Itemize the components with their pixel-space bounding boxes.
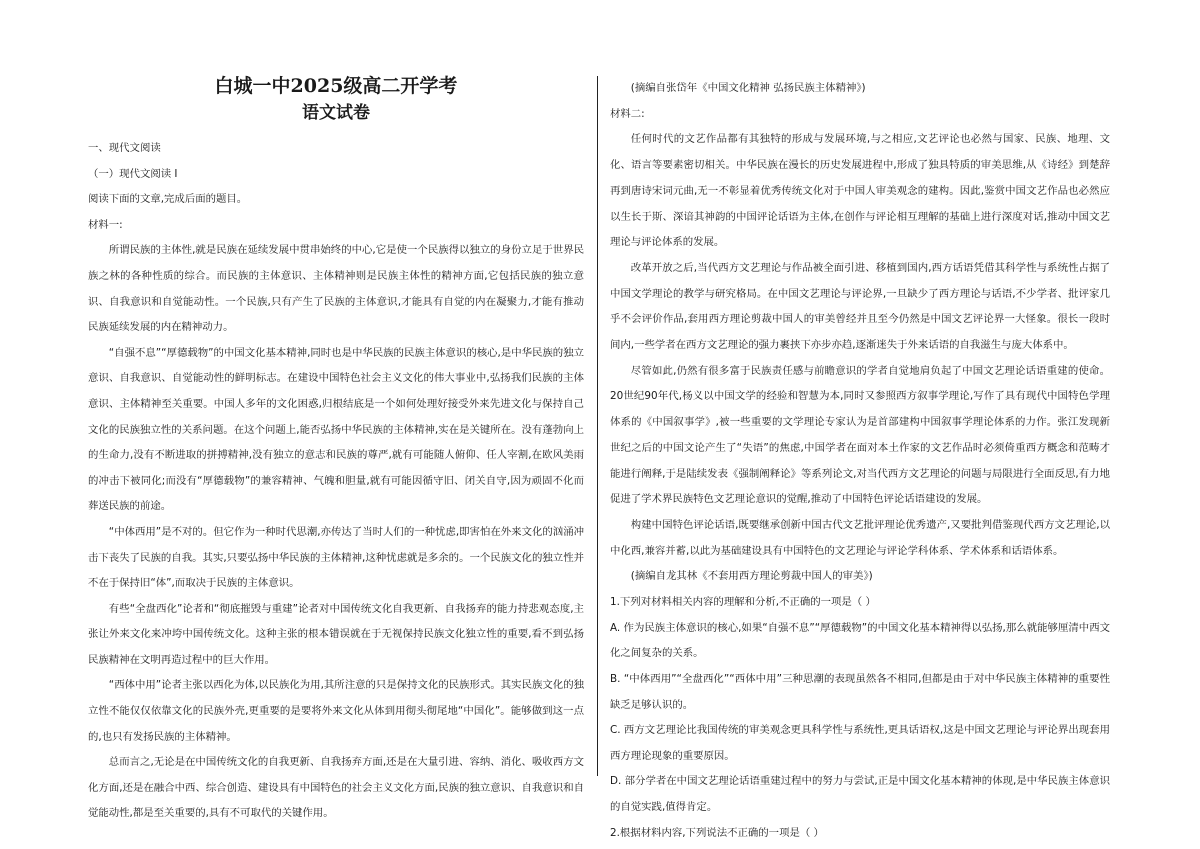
material1-paragraph: “西体中用”论者主张以西化为体,以民族化为用,其所注意的只是保持文化的民族形式。其实民族文化的独立性不能仅仅依靠文化的民族外壳,更重要的是要将外来文化从体到用彻头彻尾地“中国化”。能够做到这一点的,也只有发扬民族的主体精神。 [88,679,584,743]
material1-paragraph: “自强不息”“厚德载物”的中国文化基本精神,同时也是中华民族的民族主体意识的核心,是中华民族的独立意识、自我意识、自觉能动性的鲜明标志。在建设中国特色社会主义文化的伟大事业中,弘扬我们民族的主体意识、主体精神至关重要。中国人多年的文化困惑,归根结底是一个如何处理好接受外来先进文化与保持自己文化的民族独立性的关系问题。在这个问题上,能否弘扬中华民族的主体精神,实在是关键所在。没有蓬勃向上的生命力,没有不断进取的拼搏精神,没有独立的意志和民族的尊严,就有可能随人俯仰、任人宰割,在欧风美雨的冲击下被同化;而没有“厚德载物”的兼容精神、气魄和胆量,就有可能因循守旧、闭关自守,因为顽固不化而葬送民族的前途。 [88,346,584,513]
right-column [610,76,1110,846]
exam-title: 白城一中2025级高二开学考 [214,75,458,97]
column-divider [597,76,598,776]
material2-paragraph: 尽管如此,仍然有很多富于民族责任感与前瞻意识的学者自觉地肩负起了中国文艺理论话语重建的使命。20世纪90年代,杨义以中国文学的经验和智慧为本,同时又参照西方叙事学理论,写作了具有现代中国特色学理体系的《中国叙事学》,被一些重要的文学理论专家认为是首部建构中国叙事学理论体系的力作。张江发现新世纪之后的中国文论产生了“失语”的焦虑,中国学者在面对本土作家的文艺作品时必须倚重西方概念和范畴才能进行阐释,于是陆续发表《强制阐释论》等系列论文,对当代西方文艺理论的问题与局限进行全面反思,有力地促进了学术界民族特色文艺理论意识的觉醒,推动了中国特色评论话语建设的发展。 [610,364,1110,506]
material2-paragraph: 任何时代的文艺作品都有其独特的形成与发展环境,与之相应,文艺评论也必然与国家、民族、地理、文化、语言等要素密切相关。中华民族在漫长的历史发展进程中,形成了独具特质的审美思维,从《诗经》到楚辞再到唐诗宋词元曲,无一不彰显着优秀传统文化对于中国人审美观念的建构。因此,鉴赏中国文艺作品也必然应以生长于斯、深谙其神韵的中国评论话语为主体,在创作与评论相互理解的基础上进行深度对话,推动中国文艺理论与评论体系的发展。 [610,133,1110,249]
material1-label: 材料一: [88,218,123,231]
material1-paragraph: 有些“全盘西化”论者和“彻底摧毁与重建”论者对中国传统文化自我更新、自我扬弃的能力持悲观态度,主张让外来文化来冲垮中国传统文化。这种主张的根本错误就在于无视保持民族文化独立性的重要,看不到弘扬民族精神在文明再造过程中的巨大作用。 [88,602,584,666]
question-1-option-a: A. 作为民族主体意识的核心,如果“自强不息”“厚德载物”的中国文化基本精神得以弘扬,那么就能够厘清中西文化之间复杂的关系。 [610,621,1110,660]
left-column [88,64,584,827]
question-1-option-b: B. “中体西用”“全盘西化”“西体中用”三种思潮的表现虽然各不相同,但都是由于对中华民族主体精神的重要性缺乏足够认识的。 [610,672,1110,711]
material2-paragraph: 构建中国特色评论话语,既要继承创新中国古代文艺批评理论优秀遗产,又要批判借鉴现代西方文艺理论,以中化西,兼容并蓄,以此为基础建设具有中国特色的文艺理论与评论学科体系、学术体系和话语体系。 [610,518,1110,557]
material1-paragraph: 所谓民族的主体性,就是民族在延续发展中贯串始终的中心,它是使一个民族得以独立的身份立足于世界民族之林的各种性质的综合。而民族的主体意识、主体精神则是民族主体性的精神方面,它包括民族的独立意识、自我意识和自觉能动性。一个民族,只有产生了民族的主体意识,才能具有自觉的内在凝聚力,才能有推动民族延续发展的内在精神动力。 [88,244,584,334]
instruction: 阅读下面的文章,完成后面的题目。 [88,193,248,206]
exam-subtitle: 语文试卷 [302,103,370,123]
question-1-option-d: D. 部分学者在中国文艺理论话语重建过程中的努力与尝试,正是中国文化基本精神的体现,是中华民族主体意识的自觉实践,值得肯定。 [610,775,1110,813]
material1-paragraph: “中体西用”是不对的。但它作为一种时代思潮,亦传达了当时人们的一种忧虑,即害怕在外来文化的汹涌冲击下丧失了民族的自我。其实,只要弘扬中华民族的主体精神,这种忧虑就是多余的。一个民族文化的独立性并不在于保持旧“体”,而取决于民族的主体意识。 [88,525,584,590]
question-2: 2.根据材料内容,下列说法不正确的一项是（ ） [610,826,824,839]
subsection-heading: （一）现代文阅读 I [88,167,178,180]
question-1-option-c: C. 西方文艺理论比我国传统的审美观念更具科学性与系统性,更具话语权,这是中国文艺理论与评论界出现套用西方理论现象的重要原因。 [610,724,1110,762]
material2-label: 材料二: [610,107,645,120]
material1-paragraph: 总而言之,无论是在中国传统文化的自我更新、自我扬弃方面,还是在大量引进、容纳、消化、吸收西方文化方面,还是在融合中西、综合创造、建设具有中国特色的社会主义文化方面,民族的独立意识、自我意识和自觉能动性,都是至关重要的,具有不可取代的关键作用。 [88,756,584,820]
material2-paragraph: 改革开放之后,当代西方文艺理论与作品被全面引进、移植到国内,西方话语凭借其科学性与系统性占据了中国文学理论的教学与研究格局。在中国文艺理论与评论界,一旦缺少了西方理论与话语,不少学者、批评家几乎不会评价作品,套用西方理论剪裁中国人的审美曾经并且至今仍然是中国文艺评论界一大怪象。很长一段时间内,一些学者在西方文艺理论的强力裹挟下亦步亦趋,逐渐迷失于外来话语的自我滋生与庞大体系中。 [610,261,1110,352]
question-1: 1.下列对材料相关内容的理解和分析,不正确的一项是（ ） [610,596,876,609]
source-citation-1: (摘编自张岱年《中国文化精神 弘扬民族主体精神》) [630,82,866,94]
source-citation-2: (摘编自龙其林《不套用西方理论剪裁中国人的审美》) [630,570,873,583]
section-heading: 一、现代文阅读 [88,142,161,154]
